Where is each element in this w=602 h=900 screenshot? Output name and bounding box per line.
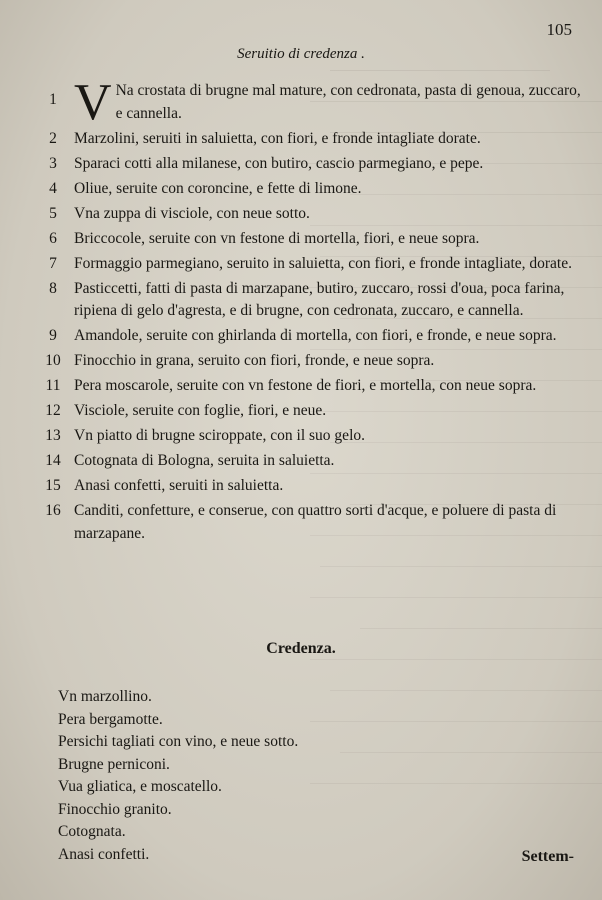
list-item (40, 74, 588, 131)
credenza-item: Pera bergamotte. (58, 710, 163, 728)
numbered-list (40, 74, 588, 545)
item-text: Pera moscarole, seruite con vn festone de fiori, e mortella, con neue sopra. (74, 377, 537, 394)
item-text: Finocchio in grana, seruito con fiori, fronde, e neue sopra. (74, 352, 435, 369)
item-number: 10 (45, 352, 61, 369)
running-head: Seruitio di credenza . (237, 46, 365, 62)
item-number: 4 (49, 179, 57, 197)
list-item (40, 450, 588, 473)
item-text: Na crostata di brugne mal mature, con cedronata, pasta di genoua, zuccaro, e cannella. (115, 82, 581, 122)
item-number: 3 (49, 154, 57, 172)
item-text: Formaggio parmegiano, seruito in saluietta, con fiori, e fronde intagliate, dorate. (74, 254, 572, 272)
list-item (40, 228, 588, 251)
page-number: 105 (546, 20, 572, 39)
item-number: 6 (49, 229, 57, 247)
credenza-item: Vua gliatica, e moscatello. (58, 778, 222, 795)
item-text: Pasticcetti, fatti di pasta di marzapane, butiro, zuccaro, rossi d'oua, poca farina, ripiena di gelo d'agresta, e di brugne, con cedronata, zuccaro, e cannella. (74, 279, 565, 319)
item-text: Anasi confetti, seruiti in saluietta. (74, 477, 284, 494)
item-number: 12 (45, 402, 61, 419)
drop-cap: V (74, 74, 112, 131)
list-item (40, 203, 588, 226)
catchword: Settem- (521, 848, 574, 865)
list-item (40, 350, 588, 373)
list-item (40, 425, 588, 448)
item-text: Briccocole, seruite con vn festone di mortella, fiori, e neue sopra. (74, 229, 480, 247)
item-text: Sparaci cotti alla milanese, con butiro, cascio parmegiano, e pepe. (74, 154, 484, 172)
list-item (40, 178, 588, 201)
credenza-item: Brugne perniconi. (58, 755, 170, 773)
item-text: Marzolini, seruiti in saluietta, con fiori, e fronde intagliate dorate. (74, 129, 481, 147)
list-item (40, 278, 588, 323)
list-item (40, 375, 588, 398)
list-item (40, 475, 588, 498)
item-number: 13 (45, 427, 61, 444)
item-number: 1 (49, 91, 57, 108)
item-text: Vn piatto di brugne sciroppate, con il suo gelo. (74, 427, 365, 444)
list-item (40, 128, 588, 151)
item-number: 14 (45, 452, 61, 469)
item-number: 2 (49, 129, 57, 147)
item-number: 7 (49, 254, 57, 272)
credenza-item: Cotognata. (58, 823, 126, 840)
credenza-item: Persichi tagliati con vino, e neue sotto. (58, 733, 299, 750)
item-number: 11 (45, 377, 61, 394)
credenza-list (58, 686, 578, 866)
credenza-item: Finocchio granito. (58, 800, 172, 818)
list-item (40, 153, 588, 176)
list-item (40, 500, 588, 545)
list-item (40, 400, 588, 423)
item-text: Cotognata di Bologna, seruita in saluietta. (74, 452, 335, 469)
section-title: Credenza. (266, 640, 336, 657)
item-text: Canditi, confetture, e conserue, con quattro sorti d'acque, e poluere di pasta di marzapane. (74, 502, 557, 542)
item-number: 8 (49, 279, 57, 297)
credenza-item: Anasi confetti. (58, 845, 150, 863)
item-number: 16 (45, 502, 61, 519)
item-number: 9 (49, 327, 57, 344)
list-item (40, 253, 588, 276)
item-number: 5 (49, 204, 57, 222)
item-text: Visciole, seruite con foglie, fiori, e neue. (74, 402, 327, 419)
list-item (40, 325, 588, 348)
credenza-item: Vn marzollino. (58, 688, 152, 705)
item-text: Oliue, seruite con coroncine, e fette di limone. (74, 179, 362, 197)
item-number: 15 (45, 477, 61, 494)
item-text: Amandole, seruite con ghirlanda di mortella, con fiori, e fronde, e neue sopra. (74, 327, 557, 344)
item-text: Vna zuppa di visciole, con neue sotto. (74, 204, 310, 222)
